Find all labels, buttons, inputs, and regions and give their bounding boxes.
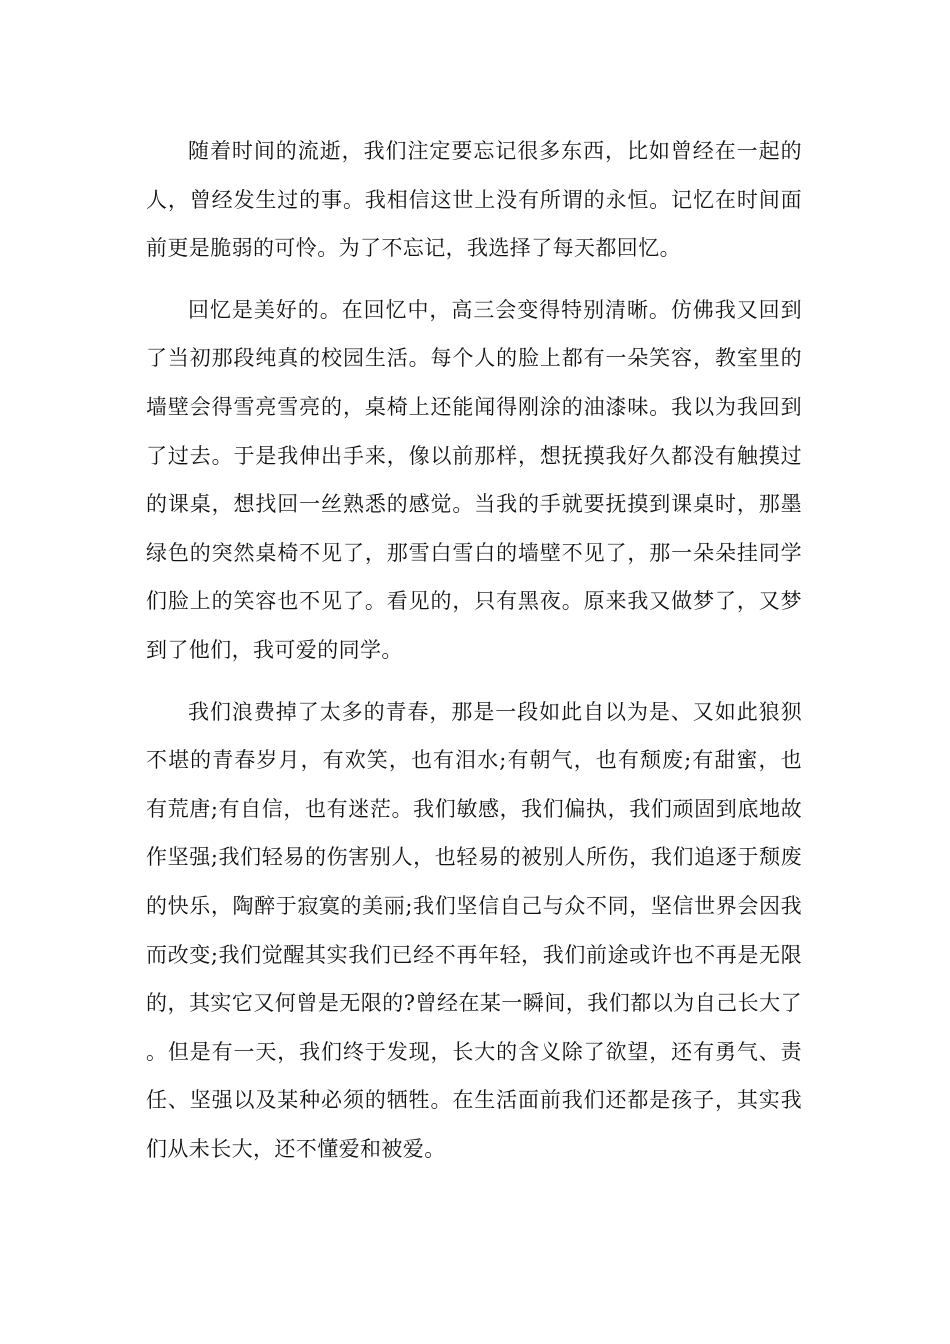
- document-body: [146, 127, 802, 1173]
- paragraph-3: 我们浪费掉了太多的青春，那是一段如此自以为是、又如此狼狈不堪的青春岁月，有欢笑，也有泪水;有朝气，也有颓废;有甜蜜，也有荒唐;有自信，也有迷茫。我们敏感，我们偏执，我们顽固到底地故作坚强;我们轻易的伤害别人，也轻易的被别人所伤，我们追逐于颓废的快乐，陶醉于寂寞的美丽;我们坚信自己与众不同，坚信世界会因我而改变;我们觉醒其实我们已经不再年轻，我们前途或许也不再是无限的，其实它又何曾是无限的?曾经在某一瞬间，我们都以为自己长大了。但是有一天，我们终于发现，长大的含义除了欲望，还有勇气、责任、坚强以及某种必须的牺牲。在生活面前我们还都是孩子，其实我们从未长大，还不懂爱和被爱。: [146, 699, 802, 1161]
- paragraph-1: 随着时间的流逝，我们注定要忘记很多东西，比如曾经在一起的人，曾经发生过的事。我相信这世上没有所谓的永恒。记忆在时间面前更是脆弱的可怜。为了不忘记，我选择了每天都回忆。: [146, 139, 802, 261]
- paragraph-2: 回忆是美好的。在回忆中，高三会变得特别清晰。仿佛我又回到了当初那段纯真的校园生活。每个人的脸上都有一朵笑容，教室里的墙壁会得雪亮雪亮的，桌椅上还能闻得刚涂的油漆味。我以为我回到了过去。于是我伸出手来，像以前那样，想抚摸我好久都没有触摸过的课桌，想找回一丝熟悉的感觉。当我的手就要抚摸到课桌时，那墨绿色的突然桌椅不见了，那雪白雪白的墙壁不见了，那一朵朵挂同学们脸上的笑容也不见了。看见的，只有黑夜。原来我又做梦了，又梦到了他们，我可爱的同学。: [146, 297, 802, 662]
